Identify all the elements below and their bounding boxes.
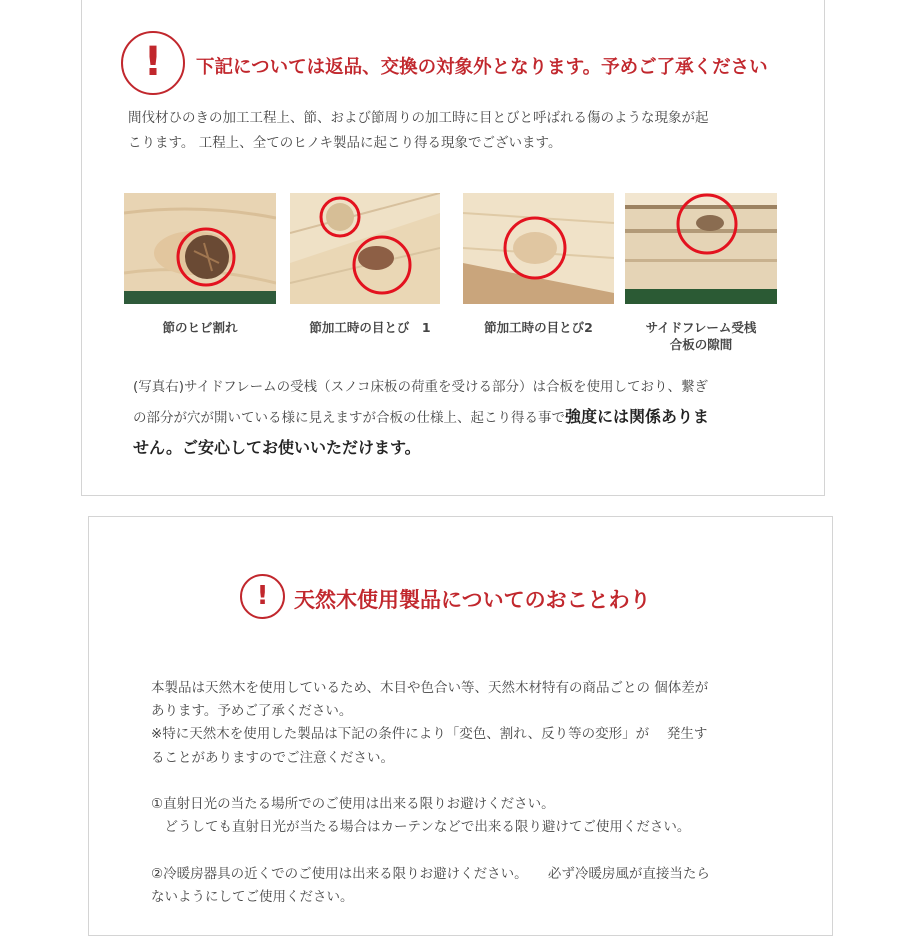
photo-caption: 節加工時の目とび 1 <box>309 320 431 335</box>
exclamation-icon: ! <box>121 31 185 95</box>
returns-notice-title: 下記については返品、交換の対象外となります。予めご了承ください <box>196 57 768 78</box>
side-frame-note: (写真右)サイドフレームの受桟（スノコ床板の荷重を受ける部分）は合板を使用しており、繋ぎ の部分が穴が開いている様に見えますが合板の仕様上、起こり得る事で強度には関係ありま せん。ご安心してお使いいただけます。 <box>133 379 710 457</box>
photo-caption: サイドフレーム受桟 合板の隙間 <box>645 320 757 352</box>
photo-knot-crack <box>124 193 276 304</box>
photo-side-frame-gap <box>625 193 777 304</box>
exclamation-icon: ! <box>240 574 285 619</box>
natural-wood-body: 本製品は天然木を使用しているため、木目や色合い等、天然木材特有の商品ごとの 個体差が あります。予めご了承ください。 ※特に天然木を使用した製品は下記の条件により「変色、割れ、反り等の変形」が 発生す ることがありますのでご注意ください。 ①直射日光の当たる場所でのご使用は出来る限りお避けください。 どうしても直射日光が当たる場合はカーテンなどで出来る限り避けてご使用ください。 ②冷暖房器具の近くでのご使用は出来る限りお避けください。 必ず冷暖房風が直接当たら ないようにしてご使用ください。 <box>151 680 710 905</box>
returns-intro-text: 間伐材ひのきの加工工程上、節、および節周りの加工時に目とびと呼ばれる傷のような現象が起 こります。 工程上、全てのヒノキ製品に起こり得る現象でございます。 <box>128 110 709 151</box>
photo-caption: 節加工時の目とび2 <box>484 320 593 335</box>
photo-knot-tear-2 <box>463 193 614 304</box>
photo-caption: 節のヒビ割れ <box>162 320 238 335</box>
natural-wood-notice-title: 天然木使用製品についてのおことわり <box>294 588 651 612</box>
photo-knot-tear-1 <box>290 193 440 304</box>
